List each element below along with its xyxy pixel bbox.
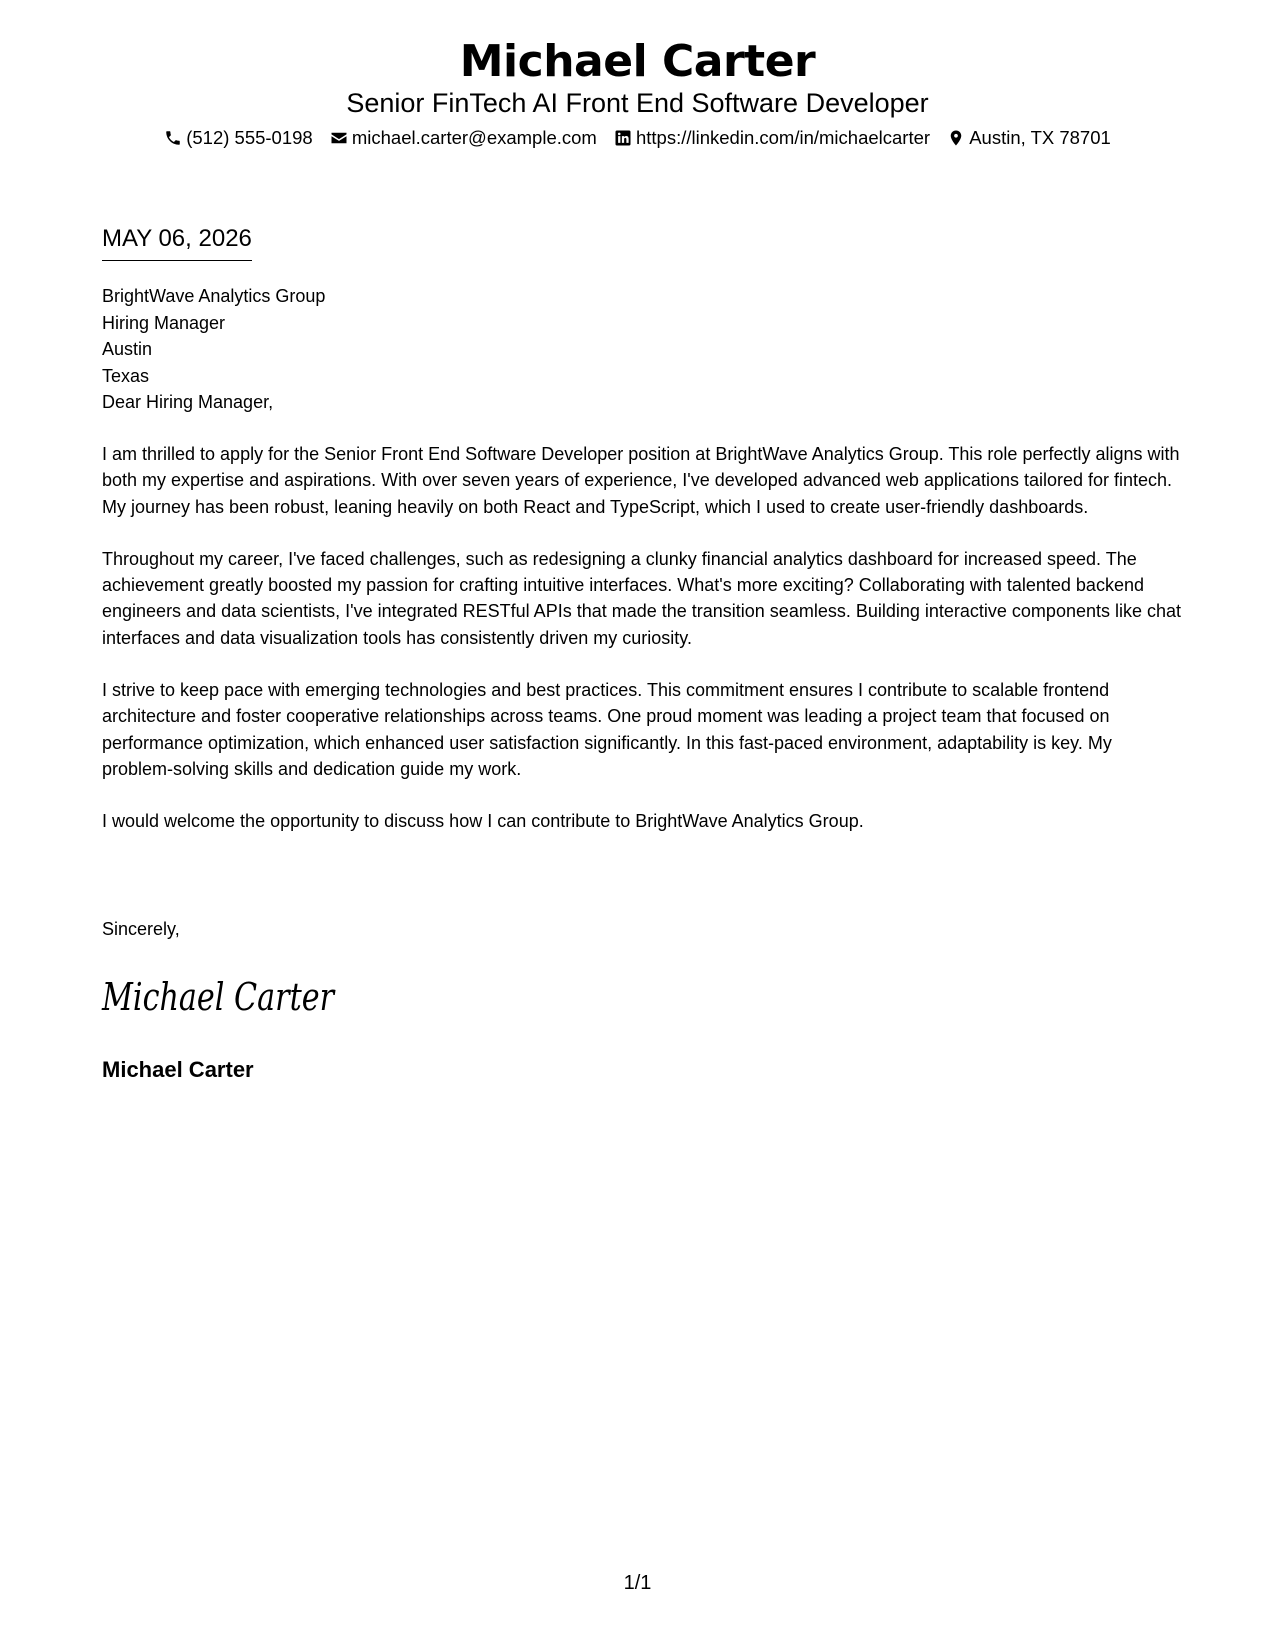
- recipient-role: Hiring Manager: [102, 312, 226, 333]
- body-paragraph: I would welcome the opportunity to discuss how I can contribute to BrightWave Analytics Group.: [102, 811, 864, 832]
- email-text[interactable]: michael.carter@example.com: [351, 127, 597, 148]
- location-text: Austin, TX 78701: [969, 127, 1111, 148]
- contact-bar: [0, 126, 1275, 153]
- signature-text: Michael Carter: [101, 975, 337, 1019]
- page-number: 1/1: [623, 1572, 652, 1594]
- phone-text: (512) 555-0198: [186, 127, 313, 148]
- signer-name: Michael Carter: [102, 1057, 254, 1082]
- recipient-city: Austin: [102, 339, 153, 359]
- body-paragraph: Throughout my career, I've faced challenges, such as redesigning a clunky financial analytics dashboard for increased speed. The achievement greatly boosted my passion for crafting intuitive interfaces. What's more exciting? Collaborating with talented backend engineers and data scientists, I've integrated RESTful APIs that made the transition seamless. Building interactive components like chat interfaces and data visualization tools has consistently driven my curiosity.: [102, 548, 1182, 648]
- map-marker-icon: [947, 129, 965, 147]
- envelope-icon: [330, 129, 348, 147]
- handwritten-signature: [100, 970, 340, 1022]
- closing: Sincerely,: [102, 919, 180, 939]
- contact-phone: [164, 126, 313, 150]
- applicant-name: Michael Carter: [459, 36, 816, 87]
- contact-email[interactable]: [330, 126, 597, 150]
- contact-linkedin[interactable]: [614, 126, 930, 150]
- body-paragraph: I am thrilled to apply for the Senior Front End Software Developer position at BrightWave Analytics Group. This role perfectly aligns with both my expertise and aspirations. With over seven years of experience, I've developed advanced web applications tailored for fintech. My journey has been robust, leaning heavily on both React and TypeScript, which I used to create user-friendly dashboards.: [102, 444, 1180, 517]
- job-title: Senior FinTech AI Front End Software Developer: [346, 88, 929, 118]
- linkedin-text[interactable]: https://linkedin.com/in/michaelcarter: [635, 127, 931, 148]
- recipient-block: [102, 283, 325, 416]
- contact-location: [947, 126, 1111, 150]
- recipient-company: BrightWave Analytics Group: [102, 286, 326, 306]
- linkedin-icon: [614, 129, 632, 147]
- salutation: Dear Hiring Manager,: [102, 392, 274, 412]
- letter-date: MAY 06, 2026: [102, 224, 252, 261]
- recipient-state: Texas: [102, 365, 150, 386]
- phone-icon: [164, 129, 182, 147]
- body-paragraph: I strive to keep pace with emerging technologies and best practices. This commitment ensures I contribute to scalable frontend architecture and foster cooperative relationships across teams. One proud moment was leading a project team that focused on performance optimization, which enhanced user satisfaction significantly. In this fast-paced environment, adaptability is key. My problem-solving skills and dedication guide my work.: [102, 680, 1112, 779]
- letter-body: [102, 441, 1182, 861]
